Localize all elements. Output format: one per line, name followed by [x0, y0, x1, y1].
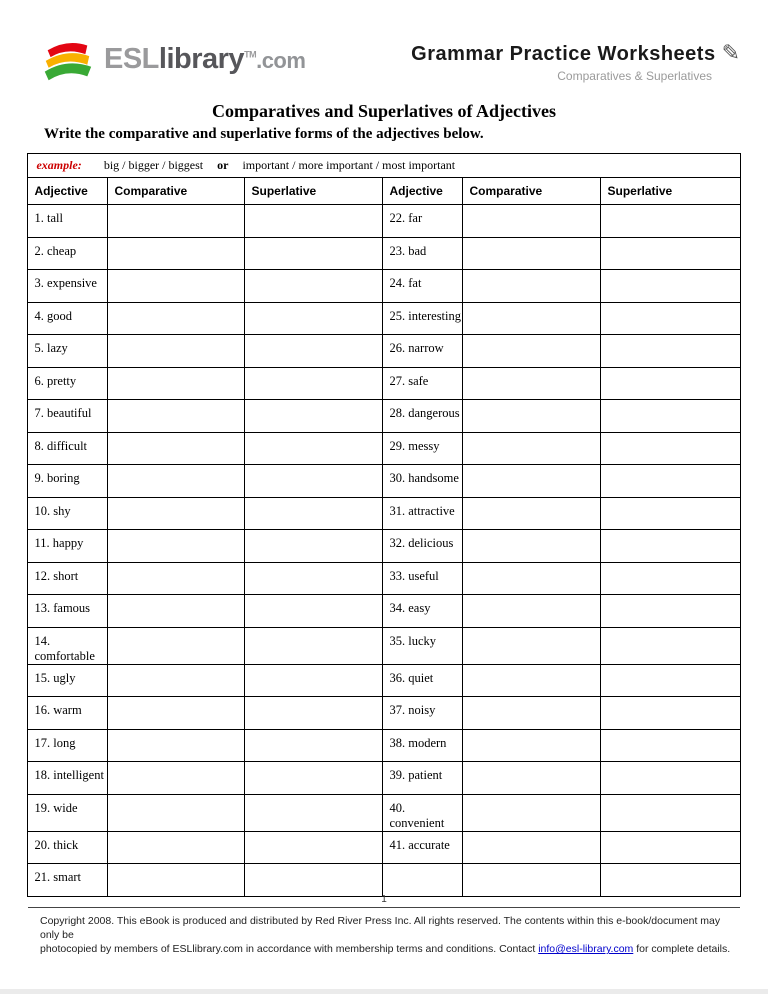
superlative-blank-right: [601, 562, 740, 595]
page-bottom-edge: [0, 989, 768, 994]
superlative-blank-left: [245, 400, 383, 433]
superlative-blank-right: [601, 400, 740, 433]
column-header-comparative-right: Comparative: [463, 178, 601, 205]
adjective-cell-left: 1. tall: [28, 205, 108, 238]
brand-title: Grammar Practice Worksheets: [411, 43, 716, 65]
adjective-cell-right: 23. bad: [383, 237, 463, 270]
adjective-cell-left: 19. wide: [28, 794, 108, 831]
superlative-blank-left: [245, 530, 383, 563]
comparative-blank-left: [108, 530, 245, 563]
page-header: [0, 0, 768, 83]
comparative-blank-left: [108, 497, 245, 530]
comparative-blank-right: [463, 595, 601, 628]
adjective-cell-right: 39. patient: [383, 762, 463, 795]
table-row: [28, 400, 740, 433]
superlative-blank-right: [601, 465, 740, 498]
superlative-blank-right: [601, 530, 740, 563]
adjective-cell-right: 27. safe: [383, 367, 463, 400]
superlative-blank-right: [601, 831, 740, 864]
superlative-blank-left: [245, 762, 383, 795]
superlative-blank-right: [601, 627, 740, 664]
superlative-blank-left: [245, 205, 383, 238]
adjective-cell-right: 36. quiet: [383, 664, 463, 697]
adjective-cell-left: 11. happy: [28, 530, 108, 563]
logo-com-text: .com: [256, 47, 306, 73]
adjective-cell-right: 38. modern: [383, 729, 463, 762]
table-row: [28, 794, 740, 831]
table-row: [28, 831, 740, 864]
comparative-blank-left: [108, 367, 245, 400]
superlative-blank-right: [601, 270, 740, 303]
adjective-cell-left: 2. cheap: [28, 237, 108, 270]
adjective-cell-right: 29. messy: [383, 432, 463, 465]
adjective-cell-right: 24. fat: [383, 270, 463, 303]
instruction-text: Write the comparative and superlative forms of the adjectives below.: [44, 126, 484, 142]
table-row: [28, 762, 740, 795]
copyright-text: [28, 914, 740, 957]
table-row: [28, 367, 740, 400]
comparative-blank-left: [108, 335, 245, 368]
superlative-blank-right: [601, 729, 740, 762]
comparative-blank-left: [108, 465, 245, 498]
superlative-blank-right: [601, 302, 740, 335]
comparative-blank-left: [108, 794, 245, 831]
logo-esl-text: ESL: [104, 42, 159, 75]
copyright-line2-suffix: for complete details.: [633, 943, 731, 956]
adjective-cell-left: 12. short: [28, 562, 108, 595]
table-row: [28, 530, 740, 563]
comparative-blank-right: [463, 664, 601, 697]
comparative-blank-right: [463, 400, 601, 433]
contact-email-link[interactable]: info@esl-library.com: [538, 943, 634, 956]
adjective-cell-right: 34. easy: [383, 595, 463, 628]
adjective-cell-right: 37. noisy: [383, 697, 463, 730]
column-header-superlative-right: Superlative: [601, 178, 740, 205]
adjective-cell-right: 32. delicious: [383, 530, 463, 563]
comparative-blank-left: [108, 697, 245, 730]
adjective-cell-left: 7. beautiful: [28, 400, 108, 433]
adjective-cell-left: 17. long: [28, 729, 108, 762]
adjective-cell-right: 35. lucky: [383, 627, 463, 664]
superlative-blank-left: [245, 270, 383, 303]
comparative-blank-right: [463, 237, 601, 270]
table-row: [28, 335, 740, 368]
superlative-blank-left: [245, 237, 383, 270]
copyright-line1: Copyright 2008. This eBook is produced and distributed by Red River Press Inc. All rights reserved. The contents within this e-book/document may only be: [40, 915, 721, 942]
table-row: [28, 729, 740, 762]
example-cell: [28, 154, 740, 178]
comparative-blank-right: [463, 729, 601, 762]
superlative-blank-left: [245, 302, 383, 335]
comparative-blank-right: [463, 270, 601, 303]
superlative-blank-left: [245, 497, 383, 530]
comparative-blank-left: [108, 562, 245, 595]
pencil-icon: ✎: [721, 40, 740, 65]
comparative-blank-right: [463, 497, 601, 530]
table-header-row: [28, 178, 740, 205]
table-row: [28, 465, 740, 498]
adjective-cell-right: 31. attractive: [383, 497, 463, 530]
superlative-blank-right: [601, 432, 740, 465]
table-row: [28, 270, 740, 303]
superlative-blank-right: [601, 864, 740, 897]
superlative-blank-left: [245, 697, 383, 730]
adjective-cell-left: 5. lazy: [28, 335, 108, 368]
adjective-cell-right: [383, 864, 463, 897]
comparative-blank-left: [108, 432, 245, 465]
superlative-blank-right: [601, 664, 740, 697]
table-row: [28, 864, 740, 897]
logo-library-text: library: [158, 42, 245, 75]
superlative-blank-right: [601, 205, 740, 238]
adjective-cell-left: 14. comfortable: [28, 627, 108, 664]
table-row: [28, 302, 740, 335]
comparative-blank-right: [463, 562, 601, 595]
comparative-blank-right: [463, 762, 601, 795]
logo-wordmark: [104, 42, 306, 75]
superlative-blank-left: [245, 562, 383, 595]
table-row: [28, 595, 740, 628]
comparative-blank-left: [108, 237, 245, 270]
table-row: [28, 562, 740, 595]
adjective-cell-left: 15. ugly: [28, 664, 108, 697]
superlative-blank-left: [245, 465, 383, 498]
worksheet-brand: [411, 36, 740, 83]
superlative-blank-left: [245, 627, 383, 664]
superlative-blank-right: [601, 237, 740, 270]
comparative-blank-left: [108, 831, 245, 864]
comparative-blank-right: [463, 530, 601, 563]
comparative-blank-right: [463, 367, 601, 400]
comparative-blank-right: [463, 697, 601, 730]
adjective-cell-right: 26. narrow: [383, 335, 463, 368]
comparative-blank-right: [463, 864, 601, 897]
superlative-blank-left: [245, 794, 383, 831]
superlative-blank-right: [601, 367, 740, 400]
superlative-blank-right: [601, 794, 740, 831]
comparative-blank-right: [463, 205, 601, 238]
example-row: [28, 154, 740, 178]
column-header-adjective-right: Adjective: [383, 178, 463, 205]
example-first: big / bigger / biggest: [103, 158, 204, 172]
adjective-cell-right: 25. interesting: [383, 302, 463, 335]
superlative-blank-left: [245, 595, 383, 628]
footer-divider: [28, 907, 740, 908]
table-row: [28, 432, 740, 465]
adjective-cell-left: 13. famous: [28, 595, 108, 628]
table-row: [28, 237, 740, 270]
table-row: [28, 664, 740, 697]
comparative-blank-right: [463, 335, 601, 368]
adjective-cell-left: 18. intelligent: [28, 762, 108, 795]
table-row: [28, 627, 740, 664]
esl-library-logo: [38, 36, 305, 82]
superlative-blank-left: [245, 335, 383, 368]
superlative-blank-left: [245, 432, 383, 465]
comparative-blank-left: [108, 729, 245, 762]
adjective-table: [27, 153, 740, 897]
comparative-blank-left: [108, 302, 245, 335]
adjective-cell-left: 6. pretty: [28, 367, 108, 400]
column-header-adjective-left: Adjective: [28, 178, 108, 205]
page-title: Comparatives and Superlatives of Adjectives: [212, 101, 556, 121]
adjective-table-body: [28, 154, 740, 897]
example-second: important / more important / most important: [242, 158, 456, 172]
superlative-blank-left: [245, 367, 383, 400]
adjective-cell-left: 8. difficult: [28, 432, 108, 465]
example-or: or: [217, 158, 229, 172]
adjective-cell-left: 3. expensive: [28, 270, 108, 303]
comparative-blank-left: [108, 595, 245, 628]
superlative-blank-right: [601, 762, 740, 795]
comparative-blank-right: [463, 432, 601, 465]
example-label: example:: [36, 158, 82, 172]
adjective-cell-left: 4. good: [28, 302, 108, 335]
comparative-blank-right: [463, 627, 601, 664]
logo-tm-mark: TM: [244, 48, 257, 59]
comparative-blank-left: [108, 664, 245, 697]
comparative-blank-left: [108, 205, 245, 238]
adjective-cell-left: 16. warm: [28, 697, 108, 730]
comparative-blank-left: [108, 400, 245, 433]
stacked-books-icon: [38, 36, 96, 82]
comparative-blank-right: [463, 302, 601, 335]
column-header-comparative-left: Comparative: [108, 178, 245, 205]
page-number: 1: [381, 894, 387, 905]
copyright-line2-prefix: photocopied by members of ESLlibrary.com in accordance with membership terms and conditions. Contact: [40, 943, 539, 956]
superlative-blank-right: [601, 697, 740, 730]
adjective-cell-right: 40. convenient: [383, 794, 463, 831]
adjective-cell-right: 30. handsome: [383, 465, 463, 498]
table-row: [28, 697, 740, 730]
adjective-cell-right: 22. far: [383, 205, 463, 238]
adjective-cell-right: 33. useful: [383, 562, 463, 595]
adjective-cell-right: 41. accurate: [383, 831, 463, 864]
superlative-blank-right: [601, 335, 740, 368]
superlative-blank-right: [601, 497, 740, 530]
page-footer: [28, 894, 740, 957]
brand-subtitle: Comparatives & Superlatives: [557, 69, 712, 83]
superlative-blank-left: [245, 831, 383, 864]
superlative-blank-left: [245, 664, 383, 697]
adjective-cell-left: 20. thick: [28, 831, 108, 864]
column-header-superlative-left: Superlative: [245, 178, 383, 205]
comparative-blank-right: [463, 465, 601, 498]
table-row: [28, 497, 740, 530]
adjective-cell-left: 9. boring: [28, 465, 108, 498]
comparative-blank-left: [108, 864, 245, 897]
comparative-blank-left: [108, 270, 245, 303]
comparative-blank-left: [108, 762, 245, 795]
superlative-blank-left: [245, 864, 383, 897]
comparative-blank-right: [463, 794, 601, 831]
comparative-blank-left: [108, 627, 245, 664]
superlative-blank-right: [601, 595, 740, 628]
comparative-blank-right: [463, 831, 601, 864]
adjective-cell-right: 28. dangerous: [383, 400, 463, 433]
superlative-blank-left: [245, 729, 383, 762]
adjective-cell-left: 10. shy: [28, 497, 108, 530]
adjective-cell-left: 21. smart: [28, 864, 108, 897]
table-row: [28, 205, 740, 238]
